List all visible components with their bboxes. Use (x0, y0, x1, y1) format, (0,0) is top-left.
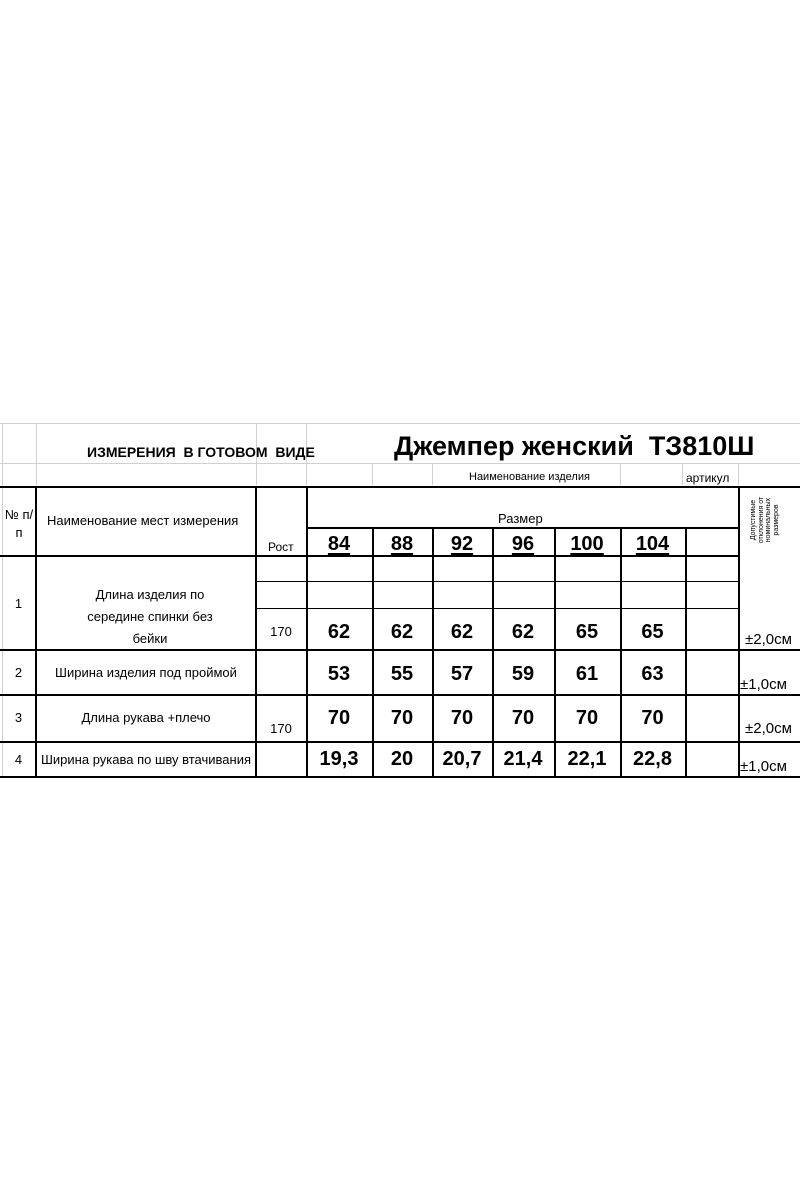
grid-line (620, 463, 621, 485)
row-1-value: 65 (641, 621, 664, 643)
row-4-value: 22,1 (567, 748, 607, 770)
row-3-value: 70 (327, 707, 351, 729)
table-border (256, 581, 738, 582)
row-1-value: 62 (450, 621, 474, 643)
grid-line (682, 463, 683, 485)
row-1-value: 62 (390, 621, 414, 643)
product-title: Джемпер женский ТЗ810Ш (394, 431, 755, 461)
size-84: 84 (327, 533, 351, 555)
table-border (256, 608, 738, 609)
grid-line (36, 423, 37, 485)
row-1-height: 170 (270, 624, 292, 639)
row-3-value: 70 (390, 707, 414, 729)
table-border (306, 527, 738, 529)
row-4-value: 22,8 (633, 748, 672, 770)
row-2-value: 63 (641, 663, 664, 685)
row-3-tolerance: ±2,0см (745, 720, 792, 737)
row-2-value: 59 (511, 663, 535, 685)
table-border (0, 486, 800, 488)
table-border (0, 741, 800, 743)
row-3-value: 70 (450, 707, 474, 729)
measurements-title: ИЗМЕРЕНИЯ В ГОТОВОМ ВИДЕ (87, 444, 315, 460)
table-border (738, 486, 740, 776)
grid-line (432, 463, 433, 485)
row-3-value: 70 (575, 707, 599, 729)
row-3-num: 3 (14, 710, 23, 725)
size-88: 88 (390, 533, 414, 555)
row-4-value: 20 (390, 748, 414, 770)
row-1-tolerance: ±2,0см (745, 631, 792, 648)
size-104: 104 (635, 533, 670, 555)
table-border (432, 527, 434, 776)
grid-line (738, 463, 739, 485)
height-header: Рост (268, 540, 294, 554)
table-border (0, 776, 800, 778)
row-2-name: Ширина изделия под проймой (55, 665, 237, 680)
row-4-value: 20,7 (442, 748, 482, 770)
row-3-value: 70 (511, 707, 535, 729)
table-border (0, 555, 738, 557)
table-border (620, 527, 622, 776)
row-2-num: 2 (14, 665, 23, 680)
row-2-value: 57 (450, 663, 474, 685)
row-2-tolerance: ±1,0см (740, 676, 787, 693)
grid-line (372, 463, 373, 485)
row-2-value: 61 (575, 663, 599, 685)
table-border (0, 694, 800, 696)
row-3-height: 170 (270, 721, 292, 736)
row-1-value: 62 (511, 621, 535, 643)
row-1-name: Длина изделия по середине спинки без бейки (87, 587, 213, 646)
measure-header: Наименование мест измерения (47, 513, 239, 528)
table-border (685, 527, 687, 776)
row-4-tolerance: ±1,0см (740, 758, 787, 775)
product-name-label: Наименование изделия (469, 471, 590, 483)
table-border (492, 527, 494, 776)
table-border (35, 486, 37, 776)
row-3-name: Длина рукава +плечо (81, 710, 211, 725)
grid-line (0, 463, 800, 464)
row-4-name: Ширина рукава по шву втачивания (41, 752, 251, 767)
table-border (554, 527, 556, 776)
row-2-value: 55 (390, 663, 414, 685)
row-4-value: 21,4 (503, 748, 543, 770)
tolerance-header: Допустимые отклонения от номинальных размеров (750, 496, 781, 544)
row-1-value: 65 (575, 621, 599, 643)
row-4-num: 4 (14, 752, 23, 767)
size-96: 96 (511, 533, 535, 555)
size-100: 100 (570, 533, 604, 555)
row-2-value: 53 (327, 663, 351, 685)
row-1-num: 1 (14, 596, 23, 611)
grid-line (0, 423, 800, 424)
num-header: № п/п (4, 507, 34, 540)
table-border (372, 527, 374, 776)
article-label: артикул (686, 471, 730, 485)
size-header: Размер (498, 511, 543, 526)
size-92: 92 (450, 533, 474, 555)
row-4-value: 19,3 (319, 748, 359, 770)
row-1-value: 62 (327, 621, 351, 643)
row-3-value: 70 (641, 707, 664, 729)
